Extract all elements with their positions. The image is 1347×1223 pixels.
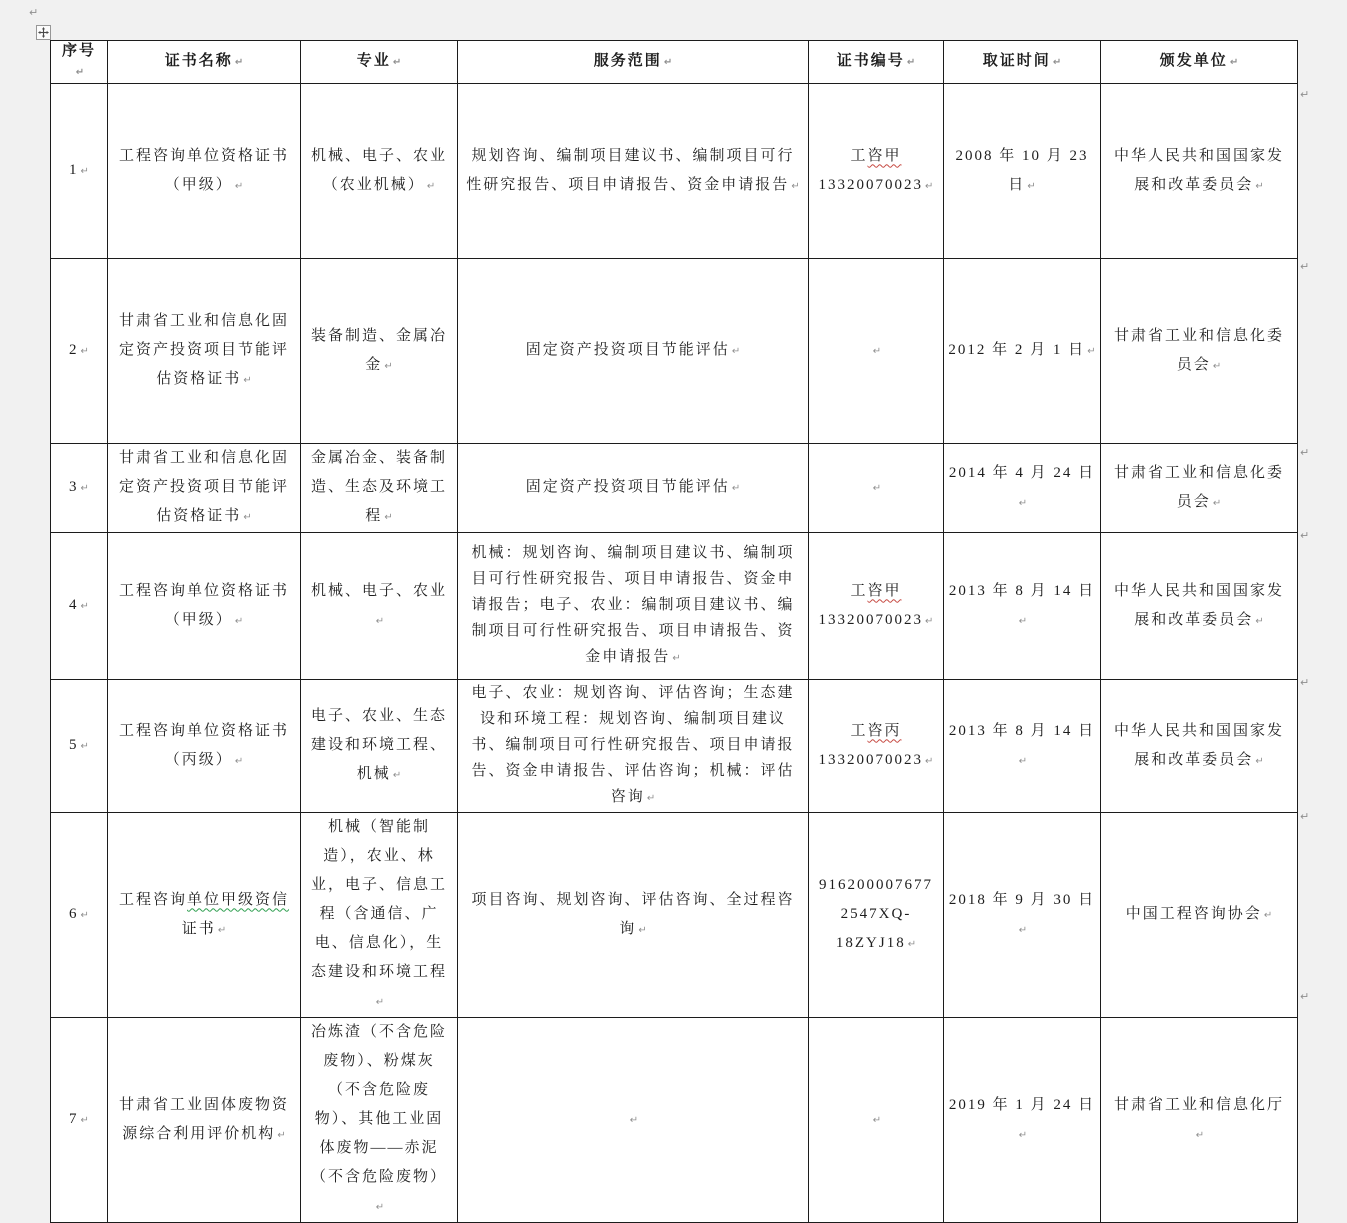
cell-end-mark-icon: ↵ xyxy=(80,483,89,494)
header-cert-number[interactable]: 证书编号 ↵ xyxy=(809,41,944,84)
cell-end-mark-icon: ↵ xyxy=(234,615,244,627)
cell-end-mark-icon: ↵ xyxy=(925,615,934,627)
cell-cert-number[interactable] xyxy=(809,259,944,444)
cell-end-mark-icon: ↵ xyxy=(80,910,89,921)
cell-major[interactable]: 冶炼渣（不含危险废物）、粉煤灰（不含危险废物）、其他工业固体废物——赤泥（不含危险废物）↵ xyxy=(301,1018,458,1223)
cell-issuer[interactable]: 中华人民共和国国家发展和改革委员会 ↵ xyxy=(1101,84,1298,259)
cell-service-scope[interactable] xyxy=(458,1018,809,1223)
cell-end-mark-icon: ↵ xyxy=(1052,57,1062,68)
table-row xyxy=(51,533,1298,680)
certificates-table xyxy=(50,40,1298,1223)
spellcheck-red-underline: 咨甲 xyxy=(867,582,902,599)
cell-end-mark-icon: ↵ xyxy=(872,1115,882,1126)
cell-end-mark-icon: ↵ xyxy=(1087,346,1096,357)
cell-end-mark-icon: ↵ xyxy=(243,375,252,386)
cell-end-mark-icon: ↵ xyxy=(1195,1129,1205,1141)
cell-major[interactable]: 装备制造、金属冶金 ↵ xyxy=(301,259,458,444)
cell-end-mark-icon: ↵ xyxy=(1018,755,1028,767)
cell-end-mark-icon: ↵ xyxy=(925,755,934,767)
row-end-mark-icon: ↵ xyxy=(1300,446,1310,459)
row-end-mark-icon: ↵ xyxy=(1300,990,1310,1003)
table-row xyxy=(51,84,1298,259)
cell-date[interactable]: 2013 年 8 月 14 日↵ xyxy=(944,533,1101,680)
table-move-handle-icon[interactable] xyxy=(36,25,51,40)
cell-service-scope[interactable]: 机械：规划咨询、编制项目建议书、编制项目可行性研究报告、项目申请报告、资金申请报告；电子、农业：编制项目建议书、编制项目可行性研究报告、项目申请报告、资金申请报告 ↵ xyxy=(458,533,809,680)
cell-cert-name[interactable]: 甘肃省工业和信息化固定资产投资项目节能评估资格证书 ↵ xyxy=(108,259,301,444)
row-end-mark-icon: ↵ xyxy=(1300,529,1310,542)
cell-date[interactable]: 2019 年 1 月 24 日↵ xyxy=(944,1018,1101,1223)
cell-major[interactable]: 机械、电子、农业↵ xyxy=(301,533,458,680)
cell-service-scope[interactable]: 电子、农业：规划咨询、评估咨询；生态建设和环境工程：规划咨询、编制项目建议书、编制项目可行性研究报告、项目申请报告、资金申请报告、评估咨询；机械：评估咨询 ↵ xyxy=(458,680,809,813)
cell-date[interactable]: 2012 年 2 月 1 日 ↵ xyxy=(944,259,1101,444)
cell-end-mark-icon: ↵ xyxy=(234,755,244,767)
cell-cert-number[interactable] xyxy=(809,444,944,533)
cell-cert-number[interactable]: 工咨丙 13320070023 ↵ xyxy=(809,680,944,813)
table-row xyxy=(51,444,1298,533)
cell-date[interactable]: 2018 年 9 月 30 日↵ xyxy=(944,813,1101,1018)
cell-end-mark-icon: ↵ xyxy=(872,346,882,357)
cell-end-mark-icon: ↵ xyxy=(646,793,656,804)
cell-end-mark-icon: ↵ xyxy=(217,924,227,936)
header-seq[interactable]: 序号↵ xyxy=(51,41,108,84)
cell-end-mark-icon: ↵ xyxy=(375,615,385,627)
cell-major[interactable]: 机械、电子、农业（农业机械） ↵ xyxy=(301,84,458,259)
paragraph-mark-icon: ↵ xyxy=(29,6,39,19)
cell-end-mark-icon: ↵ xyxy=(384,512,393,523)
cell-service-scope[interactable]: 固定资产投资项目节能评估 ↵ xyxy=(458,259,809,444)
cell-end-mark-icon: ↵ xyxy=(1255,755,1264,767)
cell-end-mark-icon: ↵ xyxy=(1018,1129,1028,1141)
cell-seq[interactable]: 5 ↵ xyxy=(51,680,108,813)
cell-issuer[interactable]: 中国工程咨询协会 ↵ xyxy=(1101,813,1298,1018)
cell-cert-number[interactable]: 工咨甲 13320070023 ↵ xyxy=(809,84,944,259)
cell-service-scope[interactable]: 规划咨询、编制项目建议书、编制项目可行性研究报告、项目申请报告、资金申请报告 ↵ xyxy=(458,84,809,259)
header-row xyxy=(51,41,1298,84)
cell-end-mark-icon: ↵ xyxy=(672,653,681,664)
spellcheck-red-underline: 咨丙 xyxy=(867,722,902,739)
spellcheck-green-underline: 单位甲级资信 xyxy=(187,891,290,908)
cell-end-mark-icon: ↵ xyxy=(1255,615,1264,627)
cell-service-scope[interactable]: 固定资产投资项目节能评估 ↵ xyxy=(458,444,809,533)
cell-end-mark-icon: ↵ xyxy=(1229,57,1239,68)
cell-cert-number[interactable]: 916200007677 2547XQ- 18ZYJ18 ↵ xyxy=(809,813,944,1018)
cell-end-mark-icon: ↵ xyxy=(75,67,85,78)
cell-end-mark-icon: ↵ xyxy=(791,180,800,192)
cell-cert-name[interactable]: 工程咨询单位资格证书（甲级） ↵ xyxy=(108,533,301,680)
cell-end-mark-icon: ↵ xyxy=(1212,497,1222,509)
cell-date[interactable]: 2008 年 10 月 23 日 ↵ xyxy=(944,84,1101,259)
row-end-mark-icon: ↵ xyxy=(1300,88,1310,101)
cell-end-mark-icon: ↵ xyxy=(392,57,402,68)
cell-seq[interactable]: 1 ↵ xyxy=(51,84,108,259)
cell-major[interactable]: 机械（智能制造），农业、林业，电子、信息工程（含通信、广电、信息化），生态建设和环境工程↵ xyxy=(301,813,458,1018)
cell-cert-name[interactable]: 甘肃省工业固体废物资源综合利用评价机构 ↵ xyxy=(108,1018,301,1223)
header-cert-name[interactable]: 证书名称 ↵ xyxy=(108,41,301,84)
cell-end-mark-icon: ↵ xyxy=(629,1115,639,1126)
cell-issuer[interactable]: 甘肃省工业和信息化委员会 ↵ xyxy=(1101,444,1298,533)
cell-seq[interactable]: 2 ↵ xyxy=(51,259,108,444)
cell-cert-name[interactable]: 工程咨询单位资格证书（甲级） ↵ xyxy=(108,84,301,259)
cell-issuer[interactable]: 甘肃省工业和信息化委员会 ↵ xyxy=(1101,259,1298,444)
cell-major[interactable]: 金属冶金、装备制造、生态及环境工程 ↵ xyxy=(301,444,458,533)
header-date[interactable]: 取证时间 ↵ xyxy=(944,41,1101,84)
cell-end-mark-icon: ↵ xyxy=(80,1115,89,1126)
cell-end-mark-icon: ↵ xyxy=(80,166,89,177)
cell-issuer[interactable]: 甘肃省工业和信息化厅↵ xyxy=(1101,1018,1298,1223)
header-service-scope[interactable]: 服务范围 ↵ xyxy=(458,41,809,84)
cell-date[interactable]: 2014 年 4 月 24 日↵ xyxy=(944,444,1101,533)
move-cross-icon xyxy=(38,27,49,38)
cell-end-mark-icon: ↵ xyxy=(243,512,252,523)
cell-issuer[interactable]: 中华人民共和国国家发展和改革委员会 ↵ xyxy=(1101,533,1298,680)
table-row xyxy=(51,1018,1298,1223)
row-end-mark-icon: ↵ xyxy=(1300,810,1310,823)
cell-service-scope[interactable]: 项目咨询、规划咨询、评估咨询、全过程咨询 ↵ xyxy=(458,813,809,1018)
cell-end-mark-icon: ↵ xyxy=(234,180,244,192)
cell-end-mark-icon: ↵ xyxy=(1027,180,1036,192)
cell-seq[interactable]: 4 ↵ xyxy=(51,533,108,680)
cell-issuer[interactable]: 中华人民共和国国家发展和改革委员会 ↵ xyxy=(1101,680,1298,813)
cell-end-mark-icon: ↵ xyxy=(925,180,934,192)
cell-end-mark-icon: ↵ xyxy=(375,1202,385,1213)
cell-end-mark-icon: ↵ xyxy=(1018,924,1028,936)
cell-end-mark-icon: ↵ xyxy=(375,997,385,1008)
table-row xyxy=(51,680,1298,813)
row-end-mark-icon: ↵ xyxy=(1300,676,1310,689)
table-row xyxy=(51,813,1298,1018)
cell-major[interactable]: 电子、农业、生态建设和环境工程、机械 ↵ xyxy=(301,680,458,813)
row-end-mark-icon: ↵ xyxy=(1300,260,1310,273)
cell-end-mark-icon: ↵ xyxy=(384,360,393,372)
header-issuer[interactable]: 颁发单位 ↵ xyxy=(1101,41,1298,84)
cell-cert-number[interactable]: 工咨甲 13320070023 ↵ xyxy=(809,533,944,680)
cell-seq[interactable]: 7 ↵ xyxy=(51,1018,108,1223)
cell-end-mark-icon: ↵ xyxy=(1018,497,1028,509)
cell-end-mark-icon: ↵ xyxy=(638,924,647,936)
cell-end-mark-icon: ↵ xyxy=(80,741,89,752)
cell-end-mark-icon: ↵ xyxy=(907,939,917,950)
cell-end-mark-icon: ↵ xyxy=(80,601,89,612)
cell-cert-name[interactable]: 工程咨询单位甲级资信证书 ↵ xyxy=(108,813,301,1018)
cell-cert-name[interactable]: 工程咨询单位资格证书（丙级） ↵ xyxy=(108,680,301,813)
header-major[interactable]: 专业 ↵ xyxy=(301,41,458,84)
cell-end-mark-icon: ↵ xyxy=(80,346,89,357)
cell-end-mark-icon: ↵ xyxy=(872,483,882,494)
cell-end-mark-icon: ↵ xyxy=(234,57,244,68)
cell-end-mark-icon: ↵ xyxy=(1212,360,1222,372)
table-row xyxy=(51,259,1298,444)
cell-end-mark-icon: ↵ xyxy=(731,483,741,494)
cell-seq[interactable]: 6 ↵ xyxy=(51,813,108,1018)
cell-cert-name[interactable]: 甘肃省工业和信息化固定资产投资项目节能评估资格证书 ↵ xyxy=(108,444,301,533)
cell-end-mark-icon: ↵ xyxy=(731,346,741,357)
spellcheck-red-underline: 咨甲 xyxy=(867,147,902,164)
cell-end-mark-icon: ↵ xyxy=(1263,910,1273,921)
cell-end-mark-icon: ↵ xyxy=(906,57,916,68)
cell-end-mark-icon: ↵ xyxy=(1255,180,1264,192)
cell-cert-number[interactable] xyxy=(809,1018,944,1223)
cell-end-mark-icon: ↵ xyxy=(277,1129,286,1141)
cell-date[interactable]: 2013 年 8 月 14 日↵ xyxy=(944,680,1101,813)
cell-end-mark-icon: ↵ xyxy=(426,180,436,192)
cell-end-mark-icon: ↵ xyxy=(392,770,402,781)
cell-end-mark-icon: ↵ xyxy=(1018,615,1028,627)
cell-end-mark-icon: ↵ xyxy=(663,57,673,68)
cell-seq[interactable]: 3 ↵ xyxy=(51,444,108,533)
